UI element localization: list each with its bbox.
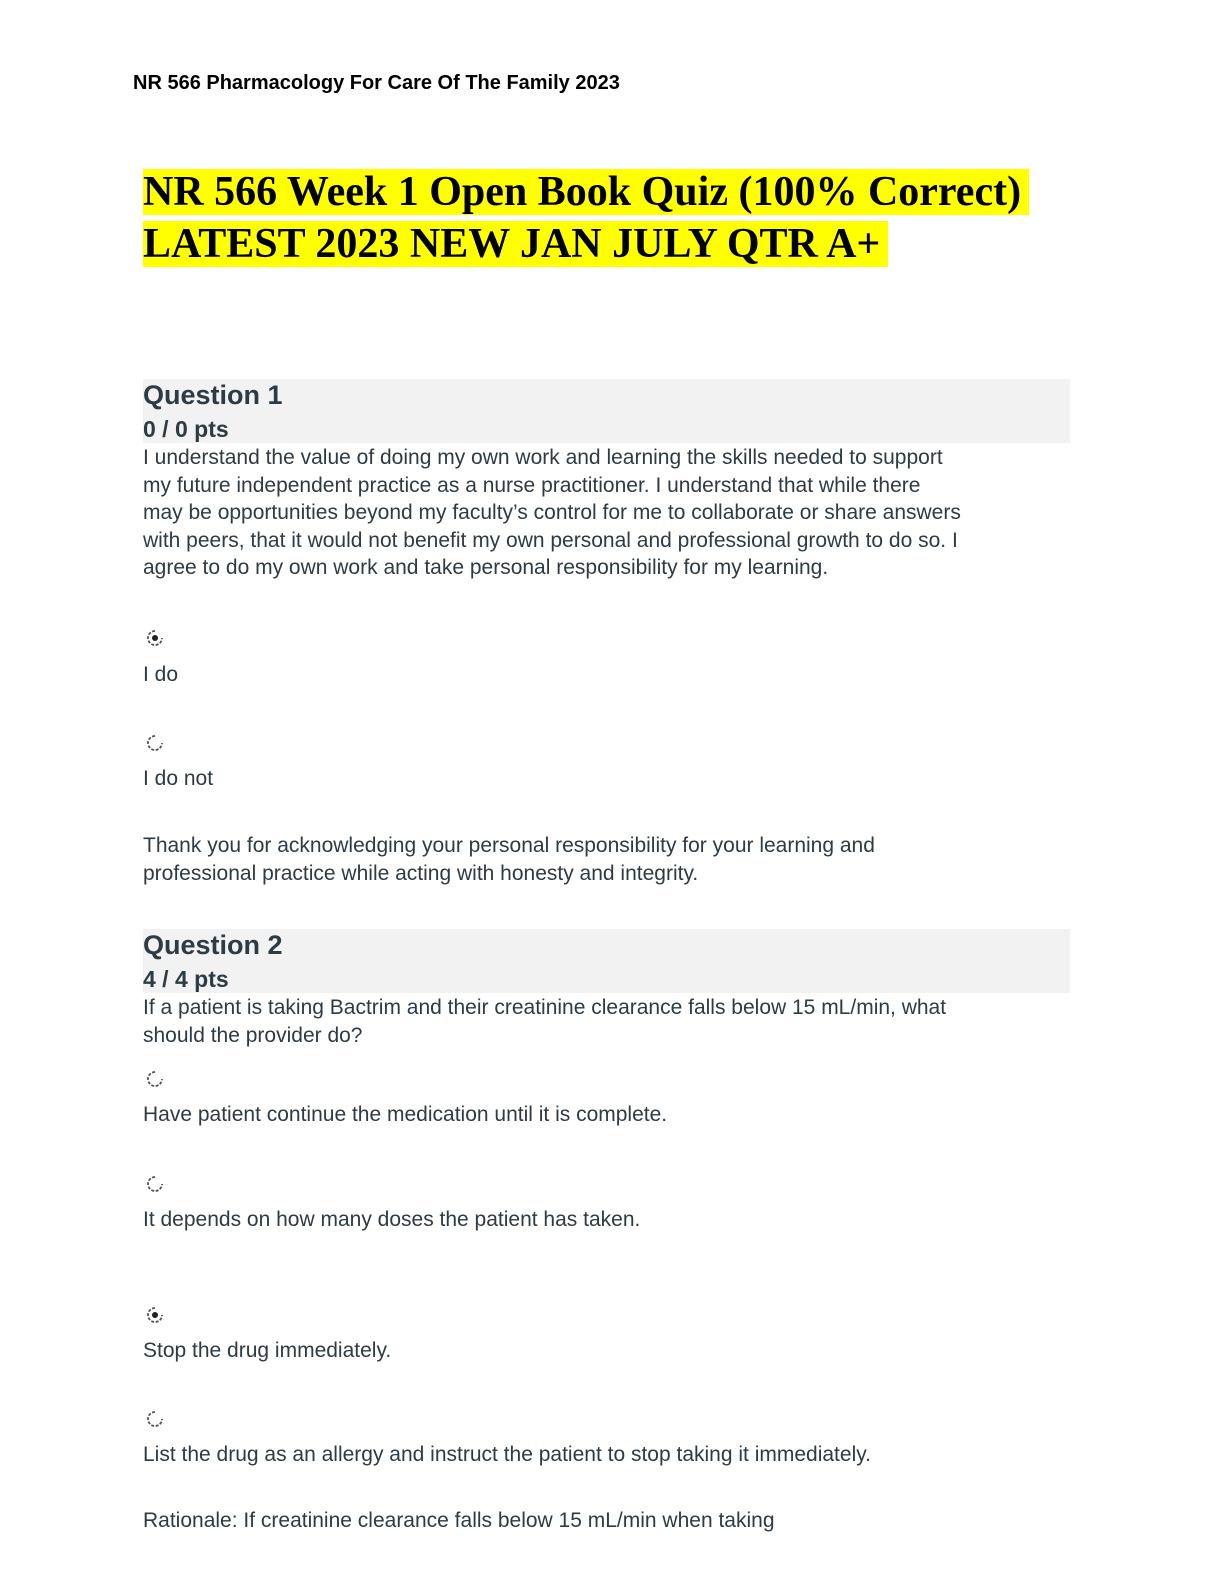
radio-unselected-icon[interactable] [146, 734, 164, 752]
option-label: I do not [143, 767, 214, 790]
option-label: I do [143, 663, 179, 686]
document-header: NR 566 Pharmacology For Care Of The Family 2023 [133, 72, 620, 94]
question-1-feedback [143, 832, 1078, 887]
feedback-line: Thank you for acknowledging your personal responsibility for your learning and [143, 834, 875, 857]
radio-selected-icon[interactable] [146, 1306, 164, 1324]
option-label: List the drug as an allergy and instruct the patient to stop taking it immediately. [143, 1443, 872, 1466]
title-line-2: LATEST 2023 NEW JAN JULY QTR A+ [143, 221, 888, 267]
document-title [143, 166, 1083, 270]
prompt-line: with peers, that it would not benefit my own personal and professional growth to do so. I [143, 528, 958, 552]
option-label: Stop the drug immediately. [143, 1339, 392, 1362]
question-1-header [143, 379, 1070, 443]
prompt-line: I understand the value of doing my own work and learning the skills needed to support [143, 446, 943, 469]
feedback-line: professional practice while acting with honesty and integrity. [143, 861, 699, 885]
radio-unselected-icon[interactable] [146, 1175, 164, 1193]
question-points: 0 / 0 pts [143, 416, 229, 442]
question-1-prompt [143, 444, 1078, 582]
prompt-line: my future independent practice as a nurse practitioner. I understand that while there [143, 473, 921, 497]
question-points: 4 / 4 pts [143, 966, 229, 992]
radio-unselected-icon[interactable] [146, 1070, 164, 1088]
rationale-text: Rationale: If creatinine clearance falls below 15 mL/min when taking [143, 1509, 775, 1532]
title-line-1: NR 566 Week 1 Open Book Quiz (100% Correct) [143, 169, 1029, 215]
question-title: Question 2 [143, 930, 283, 960]
prompt-line: should the provider do? [143, 1023, 363, 1047]
radio-unselected-icon[interactable] [146, 1410, 164, 1428]
radio-selected-icon[interactable] [146, 629, 164, 647]
question-title: Question 1 [143, 380, 283, 410]
option-label: Have patient continue the medication until it is complete. [143, 1103, 668, 1126]
prompt-line: may be opportunities beyond my faculty’s control for me to collaborate or share answers [143, 501, 961, 524]
prompt-line: agree to do my own work and take personal responsibility for my learning. [143, 556, 829, 579]
question-2-prompt [143, 994, 1078, 1049]
option-label: It depends on how many doses the patient has taken. [143, 1208, 641, 1231]
question-2-header [143, 929, 1070, 993]
prompt-line: If a patient is taking Bactrim and their creatinine clearance falls below 15 mL/min, what [143, 996, 947, 1019]
